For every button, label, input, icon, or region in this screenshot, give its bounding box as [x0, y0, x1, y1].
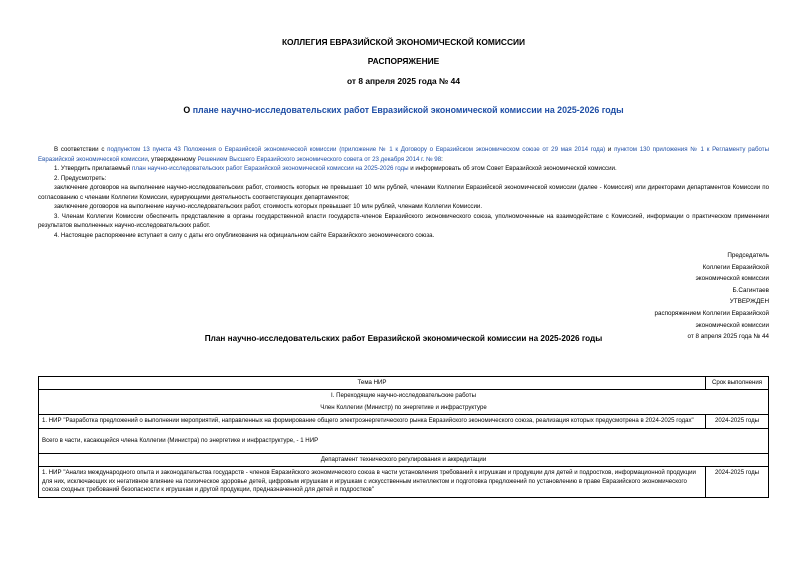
column-header-term: Срок выполнения — [706, 377, 769, 390]
paragraph-2-a: заключение договоров на выполнение научно-исследовательских работ, стоимость которых не превышает 10 млн рублей, членами Коллегии Евразийской экономической комиссии (далее - Комиссия) или директорами департаментов Комиссии по согласованию с членами Коллегии Комиссии, курирующими деятельность соответствующих департаментов; — [38, 184, 769, 201]
signature-line: Коллегии Евразийской — [702, 263, 769, 271]
text: 1. Утвердить прилагаемый — [54, 165, 133, 172]
text: и информировать об этом Совет Евразийской экономической комиссии. — [408, 165, 617, 172]
plan-title: План научно-исследовательских работ Евразийской экономической комиссии на 2025-2026 годы — [204, 334, 603, 343]
group-row — [39, 454, 769, 467]
paragraph-2-b: заключение договоров на выполнение научно-исследовательских работ, стоимость которых превышает 10 млн рублей, членами Коллегии Комиссии. — [54, 203, 483, 210]
group-title: Департамент технического регулирования и аккредитации — [39, 454, 769, 467]
approved-line: распоряжением Коллегии Евразийской — [654, 309, 769, 317]
doc-type-heading: РАСПОРЯЖЕНИЕ — [367, 56, 440, 66]
section-label: I. Переходящие научно-исследовательские работы — [331, 392, 476, 400]
link-dogovor[interactable]: (приложение № 1 к Договору о Евразийском экономическом союзе от 29 мая 2014 года) — [339, 146, 606, 153]
link-reshenie[interactable]: Решением Высшего Евразийского экономического совета от 23 декабря 2014 г. № 98 — [197, 155, 442, 163]
org-heading: КОЛЛЕГИЯ ЕВРАЗИЙСКОЙ ЭКОНОМИЧЕСКОЙ КОМИССИИ — [281, 37, 526, 47]
approved-label: УТВЕРЖДЕН — [729, 298, 769, 306]
section-title — [39, 390, 769, 415]
signature-line: Председатель — [727, 252, 769, 259]
text: : — [441, 155, 443, 163]
plan-table — [38, 376, 769, 498]
group-label: Член Коллегии (Министр) по энергетике и инфраструктуре — [320, 403, 487, 411]
link-reglament[interactable]: пунктом 130 приложения № 1 к Регламенту работы Евразийской экономической комиссии — [38, 146, 769, 163]
row-topic: 1. НИР "Анализ международного опыта и законодательства государств - членов Евразийского экономического союза в части установления требований к игрушкам и продукции для детей и подростков, информационной продукции для них, исключающих их негативное влияние на психическое здоровье детей, цифровым игрушкам и игрушкам с искусственным интеллектом и подготовка предложений по установлению в праве Евразийского экономического союза сходных требований безопасности к игрушкам и другой продукции, предназначенной для детей и подростков" — [39, 467, 706, 497]
total-text: Всего в части, касающейся члена Коллегии (Министра) по энергетике и инфраструктуре, - 1 НИР — [39, 428, 769, 453]
row-term: 2024-2025 годы — [706, 467, 769, 497]
table-header-row — [39, 377, 769, 390]
doc-title — [0, 105, 807, 115]
text: и — [605, 146, 615, 153]
text: , утвержденному — [147, 155, 198, 163]
table-row — [39, 415, 769, 428]
table-row-total — [39, 428, 769, 453]
paragraph-preamble — [38, 145, 769, 164]
doc-title-prefix: О — [183, 105, 193, 115]
paragraph-4: 4. Настоящее распоряжение вступает в силу с даты его опубликования на официальном сайте Евразийского экономического союза. — [54, 231, 435, 239]
paragraph-1 — [38, 164, 769, 174]
paragraph-3: 3. Членам Коллегии Комиссии обеспечить представление в органы государственной власти государств-членов Евразийского экономического союза, уполномоченные на взаимодействие с Комиссией, информации о практическом применении результатов выполненных научно-исследовательских работ. — [38, 212, 769, 229]
link-polozhenie[interactable]: подпунктом 13 пункта 43 Положения о Евразийской экономической комиссии — [107, 146, 337, 153]
signature-block — [654, 250, 769, 343]
text: В соответствии с — [54, 146, 108, 153]
section-row — [39, 390, 769, 415]
signature-name: Б.Сагинтаев — [732, 286, 769, 294]
signature-line: экономической комиссии — [695, 275, 769, 283]
row-term: 2024-2025 годы — [706, 415, 769, 428]
column-header-topic: Тема НИР — [39, 377, 706, 390]
row-topic: 1. НИР "Разработка предложений о выполнении мероприятий, направленных на формирование общего электроэнергетического рынка Евразийского экономического союза, реализация которых предусмотрена в 2024-2025 годах" — [39, 415, 706, 428]
approved-line: экономической комиссии — [695, 321, 769, 329]
paragraph-2: 2. Предусмотреть: — [54, 174, 107, 182]
table-row — [39, 467, 769, 497]
document-body — [38, 145, 769, 240]
approved-date: от 8 апреля 2025 года № 44 — [687, 333, 769, 341]
link-plan[interactable]: план научно-исследовательских работ Евразийской экономической комиссии на 2025-2026 годы — [132, 165, 409, 172]
doc-title-link[interactable]: плане научно-исследовательских работ Евразийской экономической комиссии на 2025-2026 годы — [192, 105, 624, 115]
doc-date: от 8 апреля 2025 года № 44 — [347, 76, 460, 86]
